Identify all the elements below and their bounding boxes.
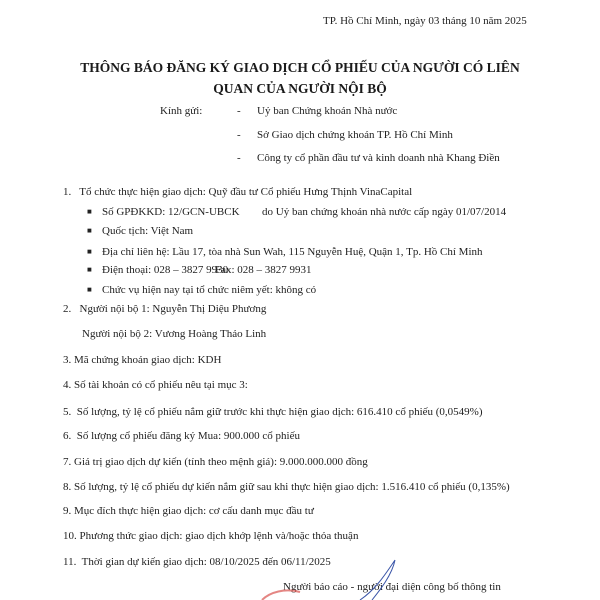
item-6: 6. Số lượng cổ phiếu đăng ký Mua: 900.000 cổ phiếu — [63, 430, 300, 442]
dash-icon: - — [237, 105, 241, 117]
recipient: Uỷ ban Chứng khoán Nhà nước — [257, 105, 398, 117]
square-bullet-icon: ■ — [87, 207, 92, 216]
item-3: 3. Mã chứng khoán giao dịch: KDH — [63, 354, 222, 366]
signature-stroke — [360, 560, 395, 600]
square-bullet-icon: ■ — [87, 226, 92, 235]
dash-icon: - — [237, 129, 241, 141]
item-10: 10. Phương thức giao dịch: giao dịch khớp lệnh và/hoặc thỏa thuận — [63, 530, 359, 542]
document-date: TP. Hồ Chí Minh, ngày 03 tháng 10 năm 2025 — [323, 15, 527, 27]
item-1-position: Chức vụ hiện nay tại tổ chức niêm yết: không có — [102, 284, 317, 296]
square-bullet-icon: ■ — [87, 285, 92, 294]
document-title-line2: QUAN CỦA NGƯỜI NỘI BỘ — [213, 81, 387, 96]
item-4: 4. Số tài khoản có cổ phiếu nêu tại mục 3: — [63, 379, 248, 391]
square-bullet-icon: ■ — [87, 265, 92, 274]
item-1-license-issuer: do Uỷ ban chứng khoán nhà nước cấp ngày 01/07/2014 — [262, 206, 507, 218]
item-11: 11. Thời gian dự kiến giao dịch: 08/10/2025 đến 06/11/2025 — [63, 556, 331, 568]
item-1-address: Địa chỉ liên hệ: Lầu 17, tòa nhà Sun Wah, 115 Nguyễn Huệ, Quận 1, Tp. Hồ Chí Minh — [102, 246, 483, 258]
item-1-nationality: Quốc tịch: Việt Nam — [102, 225, 194, 237]
item-2-insider-2: Người nội bộ 2: Vương Hoàng Thảo Linh — [82, 328, 267, 340]
signer-label: Người báo cáo - người đại diện công bố thông tin — [283, 581, 501, 593]
document-title-line1: THÔNG BÁO ĐĂNG KÝ GIAO DỊCH CỔ PHIẾU CỦA NGƯỜI CÓ LIÊN — [80, 60, 520, 75]
recipient: Sở Giao dịch chứng khoán TP. Hồ Chí Minh — [257, 129, 453, 141]
recipients-label: Kính gửi: — [160, 105, 203, 117]
item-5: 5. Số lượng, tỷ lệ cổ phiếu nắm giữ trước khi thực hiện giao dịch: 616.410 cổ phiếu (0,0549%) — [63, 406, 483, 418]
item-1: 1. Tổ chức thực hiện giao dịch: Quỹ đầu tư Cổ phiếu Hưng Thịnh VinaCapital — [63, 186, 413, 198]
item-1-license: Số GPĐKKD: 12/GCN-UBCK — [102, 206, 240, 218]
item-1-phone: Điện thoại: 028 – 3827 9930 — [102, 264, 229, 276]
item-8: 8. Số lượng, tỷ lệ cổ phiếu dự kiến nắm giữ sau khi thực hiện giao dịch: 1.516.410 cổ phiếu (0,135%) — [63, 481, 510, 493]
item-7: 7. Giá trị giao dịch dự kiến (tính theo mệnh giá): 9.000.000.000 đồng — [63, 456, 368, 468]
square-bullet-icon: ■ — [87, 247, 92, 256]
item-2-insider-1: 2. Người nội bộ 1: Nguyễn Thị Diệu Phương — [63, 303, 267, 315]
item-9: 9. Mục đích thực hiện giao dịch: cơ cấu danh mục đầu tư — [63, 505, 314, 517]
stamp-mark — [262, 590, 300, 600]
item-1-fax: Fax: 028 – 3827 9931 — [215, 264, 312, 276]
recipient: Công ty cổ phần đầu tư và kinh doanh nhà Khang Điền — [257, 152, 500, 164]
dash-icon: - — [237, 152, 241, 164]
